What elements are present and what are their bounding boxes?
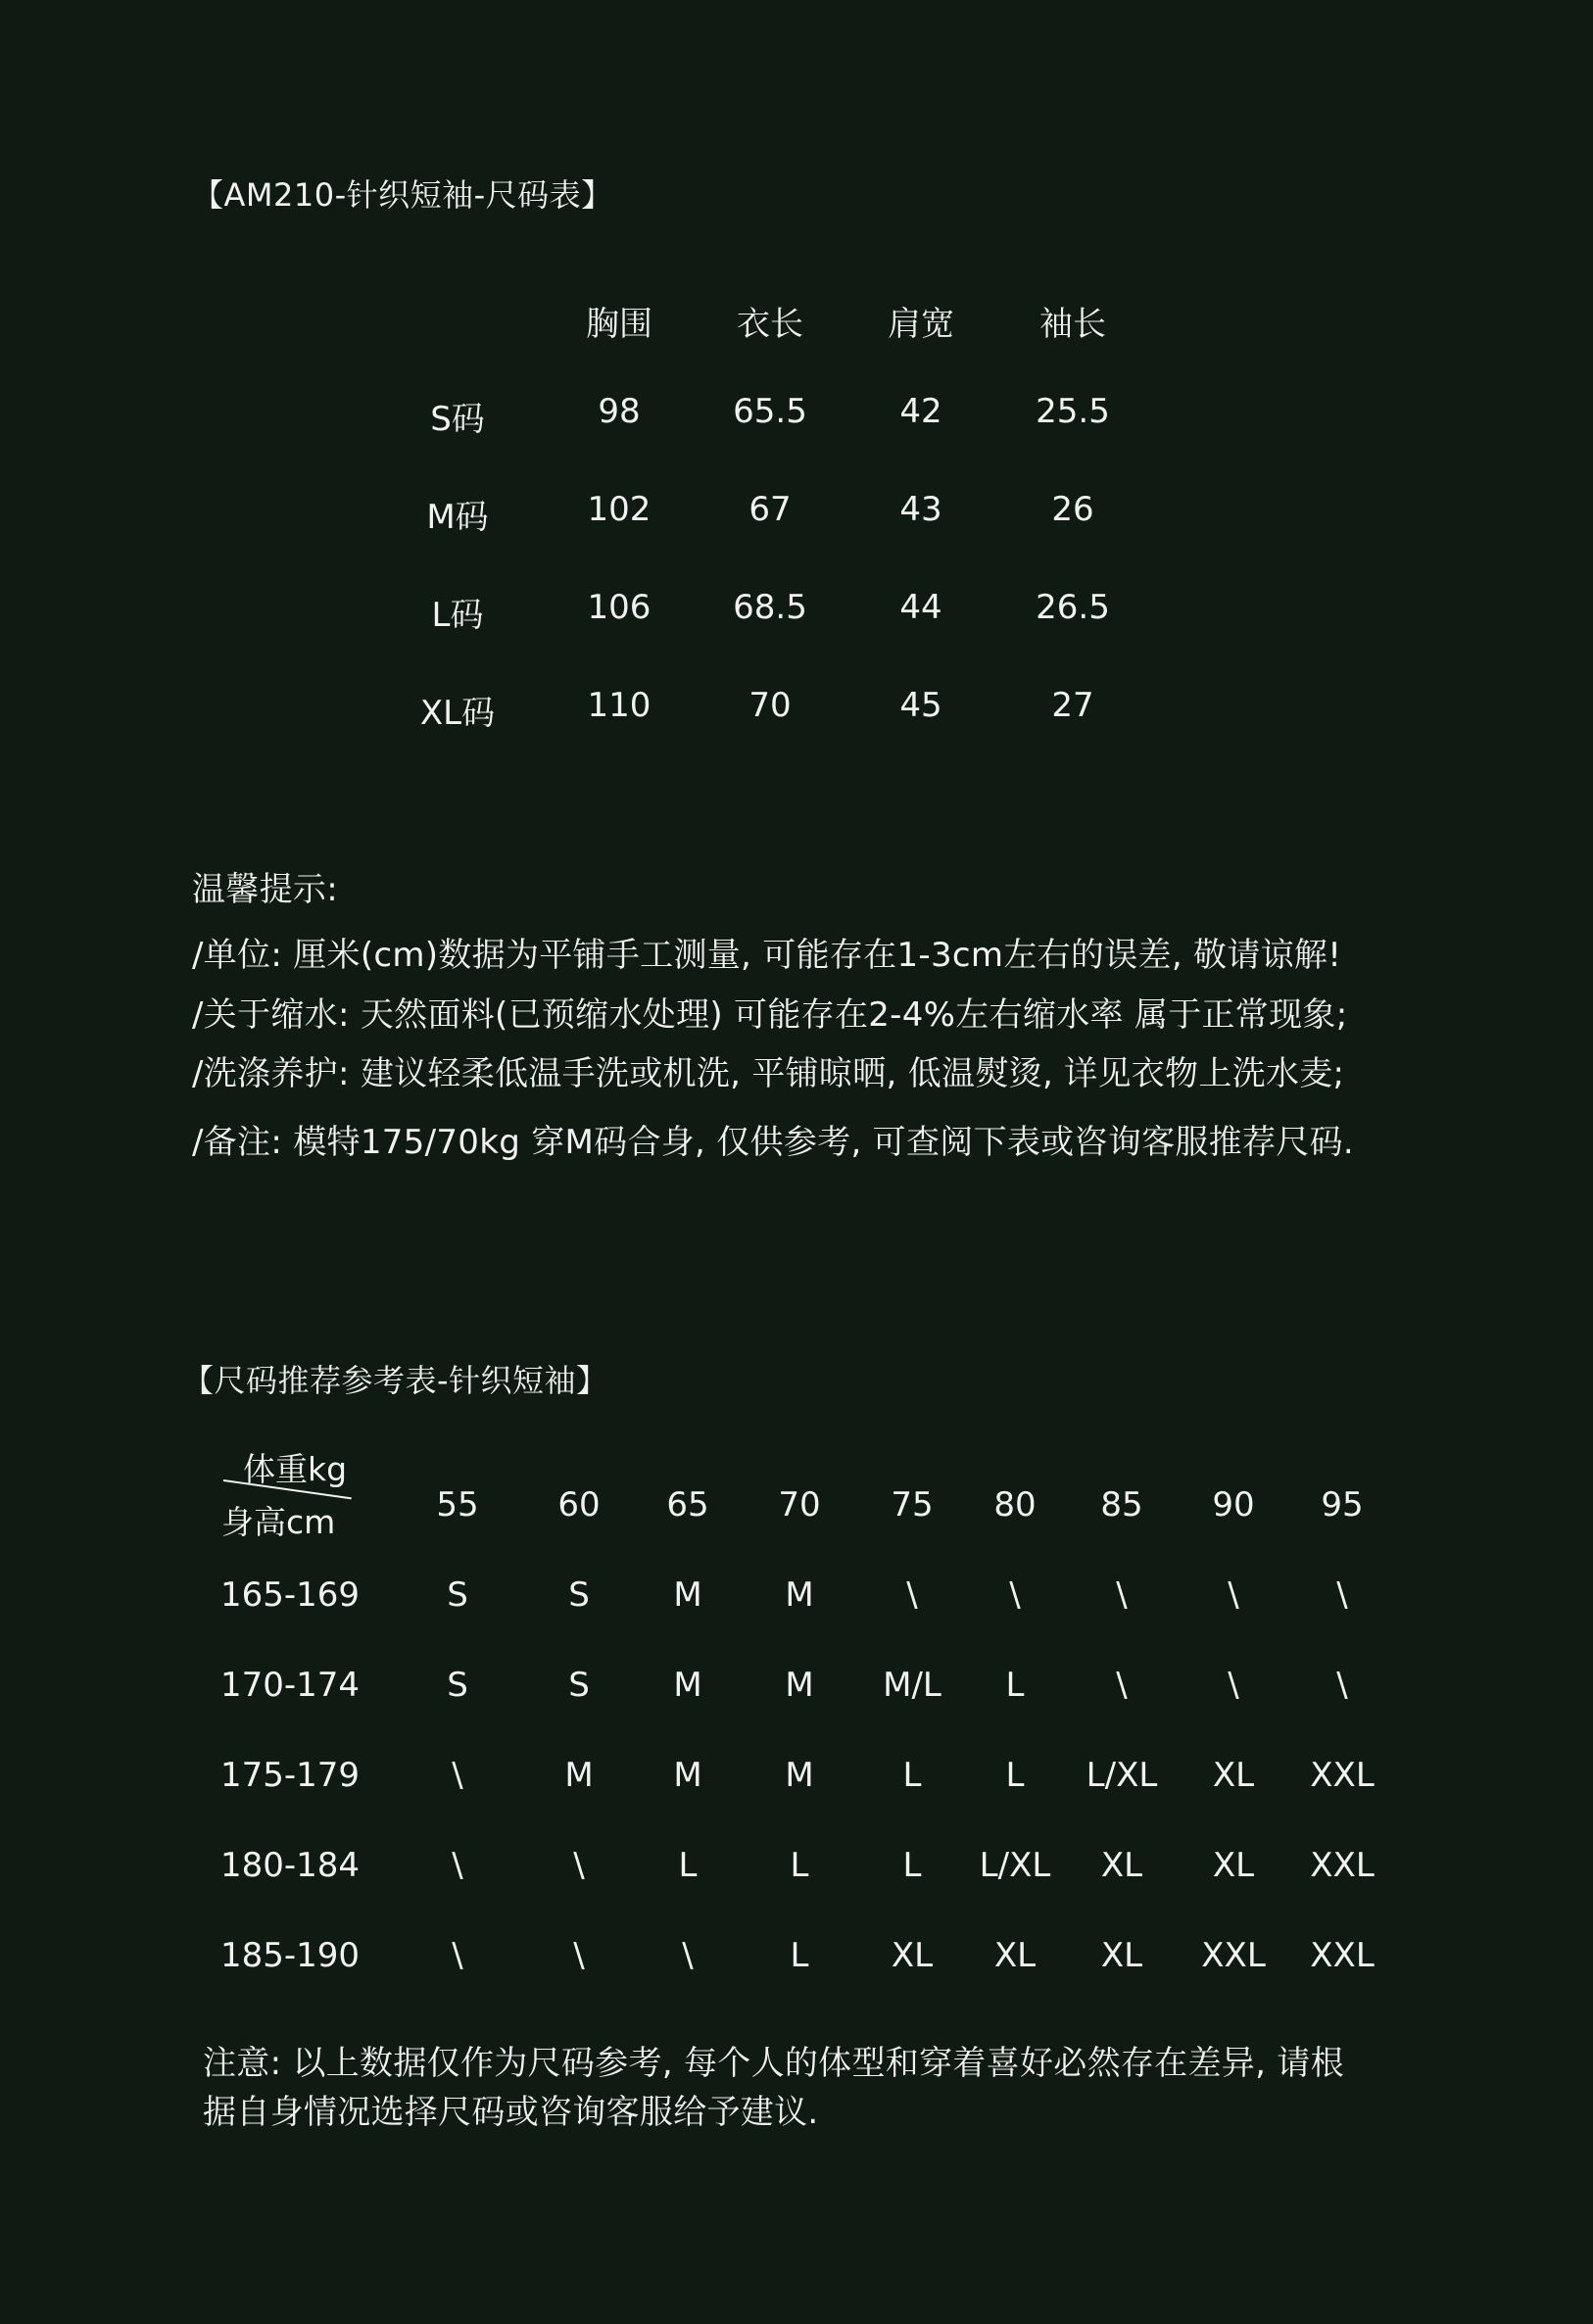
size-cell: XXL [1310, 1846, 1375, 1885]
weight-header: 55 [436, 1485, 479, 1525]
size-label: L码 [431, 596, 484, 635]
size-cell: \ [573, 1936, 585, 1975]
size-table-header: 胸围 [586, 305, 652, 344]
size-cell: L [902, 1756, 922, 1795]
size-cell: \ [906, 1575, 918, 1615]
size-cell: XL [891, 1936, 934, 1975]
weight-header: 60 [557, 1485, 601, 1525]
size-value: 26 [1051, 490, 1094, 529]
size-value: 67 [748, 490, 792, 529]
size-value: 102 [587, 490, 652, 529]
height-label: 170-174 [220, 1666, 361, 1705]
size-value: 43 [899, 490, 942, 529]
size-value: 98 [598, 392, 641, 431]
weight-header: 95 [1321, 1485, 1364, 1525]
size-cell: L/XL [1086, 1756, 1158, 1795]
corner-weight-label: 体重kg [243, 1450, 348, 1488]
size-cell: \ [1116, 1666, 1128, 1705]
weight-header: 90 [1212, 1485, 1255, 1525]
size-value: 27 [1051, 686, 1094, 725]
size-table-title: 【AM210-针织短袖-尺码表】 [192, 176, 613, 214]
size-cell: S [447, 1666, 468, 1705]
size-value: 65.5 [733, 392, 807, 431]
size-cell: M [785, 1756, 814, 1795]
size-cell: S [447, 1575, 468, 1615]
size-cell: M [785, 1575, 814, 1615]
weight-header: 85 [1100, 1485, 1143, 1525]
size-cell: S [568, 1575, 590, 1615]
size-cell: L [1005, 1666, 1025, 1705]
size-cell: XL [993, 1936, 1037, 1975]
size-cell: L [1005, 1756, 1025, 1795]
note-line: 据自身情况选择尺码或咨询客服给予建议. [203, 2093, 819, 2132]
size-cell: M [564, 1756, 594, 1795]
height-label: 180-184 [220, 1846, 361, 1885]
size-cell: \ [452, 1756, 463, 1795]
size-cell: M/L [883, 1666, 941, 1705]
size-value: 70 [748, 686, 792, 725]
size-cell: L [790, 1936, 809, 1975]
height-label: 185-190 [220, 1936, 361, 1975]
tip-line: /关于缩水: 天然面料(已预缩水处理) 可能存在2-4%左右缩水率 属于正常现象; [192, 995, 1348, 1035]
size-cell: S [568, 1666, 590, 1705]
size-label: M码 [426, 498, 489, 537]
size-cell: XXL [1310, 1756, 1375, 1795]
tips-heading: 温馨提示: [192, 870, 338, 909]
size-value: 44 [899, 588, 942, 627]
size-cell: \ [452, 1936, 463, 1975]
tip-line: /备注: 模特175/70kg 穿M码合身, 仅供参考, 可查阅下表或咨询客服推荐尺码. [192, 1123, 1354, 1162]
size-table-header: 肩宽 [888, 305, 954, 344]
size-label: XL码 [419, 694, 496, 733]
size-cell: \ [1009, 1575, 1021, 1615]
size-value: 106 [587, 588, 652, 627]
size-label: S码 [430, 400, 485, 439]
size-cell: M [673, 1756, 702, 1795]
weight-header: 80 [993, 1485, 1037, 1525]
size-cell: M [673, 1666, 702, 1705]
weight-header: 65 [666, 1485, 709, 1525]
corner-height-label: 身高cm [221, 1503, 336, 1541]
weight-header: 75 [891, 1485, 934, 1525]
note-line: 注意: 以上数据仅作为尺码参考, 每个人的体型和穿着喜好必然存在差异, 请根 [203, 2044, 1344, 2083]
weight-header: 70 [778, 1485, 821, 1525]
size-cell: XL [1212, 1846, 1255, 1885]
size-cell: \ [452, 1846, 463, 1885]
size-cell: \ [1336, 1575, 1348, 1615]
size-table-header: 袖长 [1039, 305, 1106, 344]
size-cell: XL [1212, 1756, 1255, 1795]
size-cell: XL [1100, 1846, 1143, 1885]
size-cell: L/XL [979, 1846, 1051, 1885]
size-value: 42 [899, 392, 942, 431]
size-cell: \ [1228, 1575, 1239, 1615]
size-value: 68.5 [733, 588, 807, 627]
tip-line: /洗涤养护: 建议轻柔低温手洗或机洗, 平铺晾晒, 低温熨烫, 详见衣物上洗水麦; [192, 1054, 1345, 1093]
size-cell: M [785, 1666, 814, 1705]
size-cell: L [790, 1846, 809, 1885]
size-value: 25.5 [1036, 392, 1110, 431]
size-cell: L [902, 1846, 922, 1885]
tip-line: /单位: 厘米(cm)数据为平铺手工测量, 可能存在1-3cm左右的误差, 敬请谅解! [192, 936, 1342, 975]
size-value: 26.5 [1036, 588, 1110, 627]
size-cell: \ [1336, 1666, 1348, 1705]
size-cell: L [678, 1846, 698, 1885]
size-value: 110 [587, 686, 652, 725]
height-label: 175-179 [220, 1756, 361, 1795]
recommend-table-title: 【尺码推荐参考表-针织短袖】 [182, 1362, 608, 1399]
size-cell: XXL [1201, 1936, 1266, 1975]
size-cell: \ [1116, 1575, 1128, 1615]
height-label: 165-169 [220, 1575, 361, 1615]
size-table-header: 衣长 [737, 305, 803, 344]
size-cell: \ [573, 1846, 585, 1885]
size-cell: M [673, 1575, 702, 1615]
size-cell: XXL [1310, 1936, 1375, 1975]
size-cell: \ [1228, 1666, 1239, 1705]
size-cell: XL [1100, 1936, 1143, 1975]
size-value: 45 [899, 686, 942, 725]
size-cell: \ [682, 1936, 694, 1975]
